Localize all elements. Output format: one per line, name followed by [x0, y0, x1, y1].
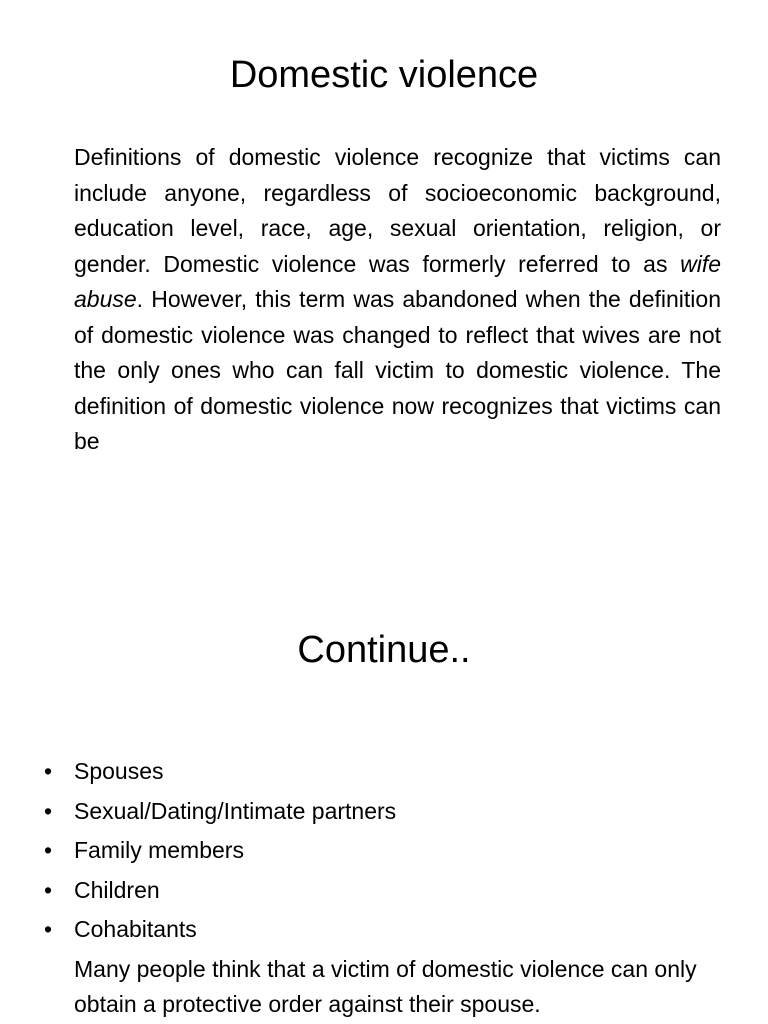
- body-paragraph: [74, 140, 721, 460]
- list-item-label: Family members: [74, 837, 244, 863]
- body-text-part-1: Definitions of domestic violence recognize that victims can include anyone, regardless of socioeconomic background, education level, race, age, sexual orientation, religion, or gender. Domestic violence was formerly referred to as: [74, 144, 721, 277]
- list-item: [40, 792, 740, 832]
- slide-title: Continue..: [297, 629, 471, 671]
- body-text-part-2: . However, this term was abandoned when the definition of domestic violence was changed to reflect that wives are not the only ones who can fall victim to domestic violence. The definition of domestic violence now recognizes that victims can be: [74, 286, 721, 454]
- list-item: [40, 752, 740, 792]
- list-item-label: Cohabitants: [74, 916, 197, 942]
- list-item: [40, 871, 740, 911]
- list-item-label: Children: [74, 876, 160, 903]
- bullet-icon: •: [44, 916, 53, 942]
- bullet-icon: •: [44, 837, 53, 863]
- bullet-icon: •: [44, 876, 53, 903]
- slide-title: Domestic violence: [229, 54, 539, 96]
- slide-continue: [0, 600, 768, 1024]
- list-item-label: Spouses: [74, 758, 164, 784]
- bullet-icon: •: [44, 797, 53, 824]
- victim-list: [40, 752, 740, 950]
- bullet-icon: •: [44, 758, 53, 784]
- note-paragraph: Many people think that a victim of domestic violence can only obtain a protective order against their spouse.: [74, 956, 697, 1017]
- list-item: [40, 831, 740, 871]
- list-item-label: Sexual/Dating/Intimate partners: [74, 797, 397, 824]
- list-item: [40, 910, 740, 950]
- body-text-emphasis: wife abuse: [74, 250, 721, 312]
